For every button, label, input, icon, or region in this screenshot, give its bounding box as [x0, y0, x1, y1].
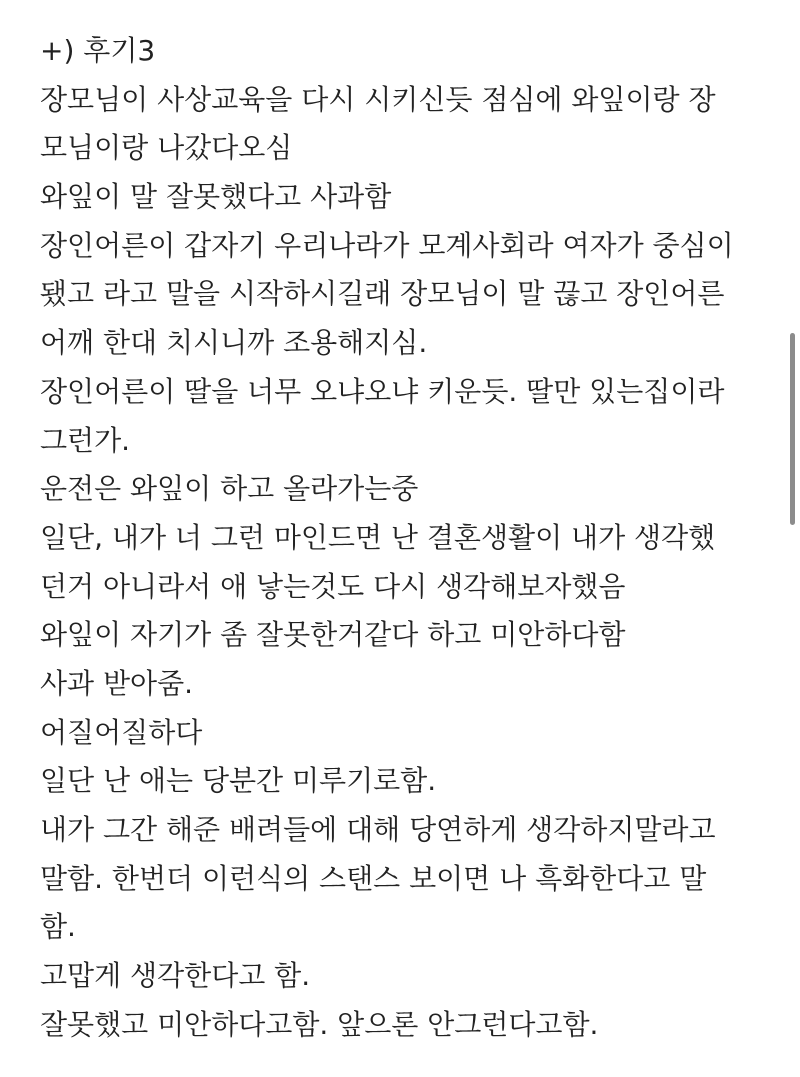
text-line: 내가 그간 해준 배려들에 대해 당연하게 생각하지말라고 [40, 813, 716, 846]
post-body [40, 27, 770, 1049]
text-line: 어깨 한대 치시니까 조용해지심. [40, 326, 428, 360]
text-line: 와잎이 자기가 좀 잘못한거같다 하고 미안하다함 [40, 618, 626, 652]
text-line: 그런가. [40, 423, 131, 457]
text-line: 던거 아니라서 애 낳는것도 다시 생각해보자했음 [40, 569, 626, 603]
text-line: 장인어른이 딸을 너무 오냐오냐 키운듯. 딸만 있는집이라 [40, 374, 725, 408]
scrollbar-thumb[interactable] [790, 333, 795, 525]
text-line: 고맙게 생각한다고 함. [40, 959, 311, 993]
text-line: 일단 난 애는 당분간 미루기로함. [40, 764, 437, 798]
text-line: 함. [40, 910, 76, 944]
text-line: 장모님이 사상교육을 다시 시키신듯 점심에 와잎이랑 장 [40, 82, 716, 116]
text-line: 운전은 와잎이 하고 올라가는중 [40, 472, 419, 506]
text-line: +) 후기3 [40, 34, 156, 67]
text-line: 장인어른이 갑자기 우리나라가 모계사회라 여자가 중심이 [40, 228, 734, 262]
text-line: 됐고 라고 말을 시작하시길래 장모님이 말 끊고 장인어른 [40, 277, 725, 311]
text-line: 어질어질하다 [40, 715, 203, 749]
text-line: 일단, 내가 너 그런 마인드면 난 결혼생활이 내가 생각했 [40, 520, 716, 554]
text-line: 모님이랑 나갔다오심 [40, 131, 293, 165]
text-line: 와잎이 말 잘못했다고 사과함 [40, 180, 392, 214]
text-line: 사과 받아줌. [40, 666, 194, 700]
text-line: 말함. 한번더 이런식의 스탠스 보이면 나 흑화한다고 말 [40, 861, 707, 895]
text-line: 잘못했고 미안하다고함. 앞으론 안그런다고함. [40, 1007, 599, 1041]
